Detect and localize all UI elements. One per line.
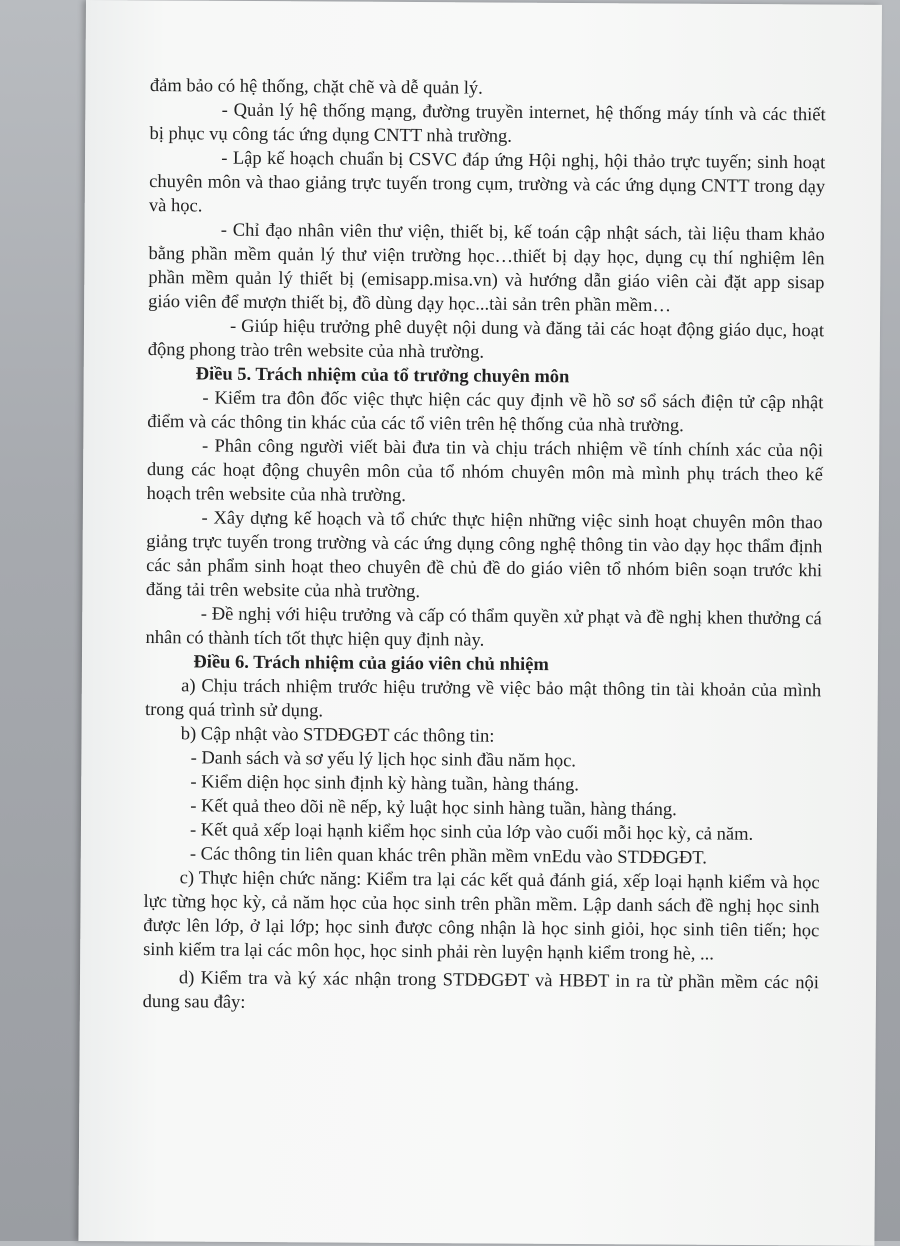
paragraph-continuation: đảm bảo có hệ thống, chặt chẽ và dễ quản lý. [149, 75, 483, 99]
article-5-paragraph-3: - Xây dựng kế hoạch và tổ chức thực hiện những việc sinh hoạt chuyên môn thao giảng trực tuyến trong trường và các ứng dụng công nghệ thông tin vào dạy học thẩm định các sản phẩm sinh hoạt theo chuyên đề chủ đề do giáo viên tổ nhóm biên soạn trước khi đăng tải trên website của nhà trường. [145, 508, 823, 603]
article-6-b-bullet-1: - Danh sách và sơ yếu lý lịch học sinh đầu năm học. [190, 748, 577, 772]
article-6-b-bullet-5: - Các thông tin liên quan khác trên phần mềm vnEdu vào STDĐGĐT. [189, 844, 707, 869]
article-6-item-d: d) Kiểm tra và ký xác nhận trong STDĐGĐT và HBĐT in ra từ phần mềm các nội dung sau đây: [142, 968, 819, 1013]
article-6-item-b: b) Cập nhật vào STDĐGĐT các thông tin: [180, 724, 495, 747]
paragraph-website-approval: - Giúp hiệu trưởng phê duyệt nội dung và đăng tải các hoạt động giáo dục, hoạt động phong trào trên website của nhà trường. [147, 316, 825, 363]
article-6-b-bullet-4: - Kết quả xếp loại hạnh kiểm học sinh của lớp vào cuối mỗi học kỳ, cả năm. [189, 820, 754, 845]
article-5-paragraph-4: - Đề nghị với hiệu trưởng và cấp có thẩm quyền xử phạt và đề nghị khen thưởng cá nhân có thành tích tốt thực hiện quy định này. [145, 604, 822, 651]
article-5-heading: Điều 5. Trách nhiệm của tổ trưởng chuyên môn [195, 364, 570, 388]
paragraph-network-management: - Quản lý hệ thống mạng, đường truyền internet, hệ thống máy tính và các thiết bị phục vụ công tác ứng dụng CNTT nhà trường. [149, 100, 826, 147]
article-6-item-a: a) Chịu trách nhiệm trước hiệu trưởng về việc bảo mật thông tin tài khoản của mình trong quá trình sử dụng. [144, 676, 822, 722]
article-6-item-c: c) Thực hiện chức năng: Kiểm tra lại các kết quả đánh giá, xếp loại hạnh kiểm và học lực từng học kỳ, cả năm học của học sinh trên phần mềm. Lập danh sách đề nghị học sinh được lên lớp, ở lại lớp; học sinh được công nhận là học sinh giỏi, học sinh tiên tiến; học sinh kiểm tra lại các môn học, học sinh phải rèn luyện hạnh kiểm trong hè, ... [143, 868, 820, 965]
document-body [143, 74, 826, 1019]
article-5-paragraph-2: - Phân công người viết bài đưa tin và chịu trách nhiệm về tính chính xác của nội dung các hoạt động chuyên môn của tổ nhóm chuyên môn mà mình phụ trách theo kế hoạch trên website của nhà trường. [146, 436, 824, 507]
paragraph-facility-planning: - Lập kế hoạch chuẩn bị CSVC đáp ứng Hội nghị, hội thảo trực tuyến; sinh hoạt chuyên môn và thao giảng trực tuyến trong cụm, trường và các ứng dụng CNTT trong dạy và học. [148, 148, 826, 217]
article-6-heading: Điều 6. Trách nhiệm của giáo viên chủ nhiệm [193, 652, 549, 676]
article-6-b-bullet-3: - Kết quả theo dõi nề nếp, kỷ luật học sinh hàng tuần, hàng tháng. [190, 796, 677, 821]
paragraph-library-staff: - Chỉ đạo nhân viên thư viện, thiết bị, kế toán cập nhật sách, tài liệu tham khảo bằng phần mềm quản lý thư viện trường học…thiết bị dạy học, dụng cụ thí nghiệm lên phần mềm quản lý thiết bị (emisapp.misa.vn) và hướng dẫn giáo viên cài đặt app sisap giáo viên để mượn thiết bị, đồ dùng dạy học...tài sản trên phần mềm… [148, 220, 825, 317]
article-5-paragraph-1: - Kiểm tra đôn đốc việc thực hiện các quy định về hồ sơ sổ sách điện tử cập nhật điểm và các thông tin khác của các tổ viên trên hệ thống của nhà trường. [147, 388, 824, 437]
article-6-b-bullet-2: - Kiểm diện học sinh định kỳ hàng tuần, hàng tháng. [190, 772, 579, 796]
